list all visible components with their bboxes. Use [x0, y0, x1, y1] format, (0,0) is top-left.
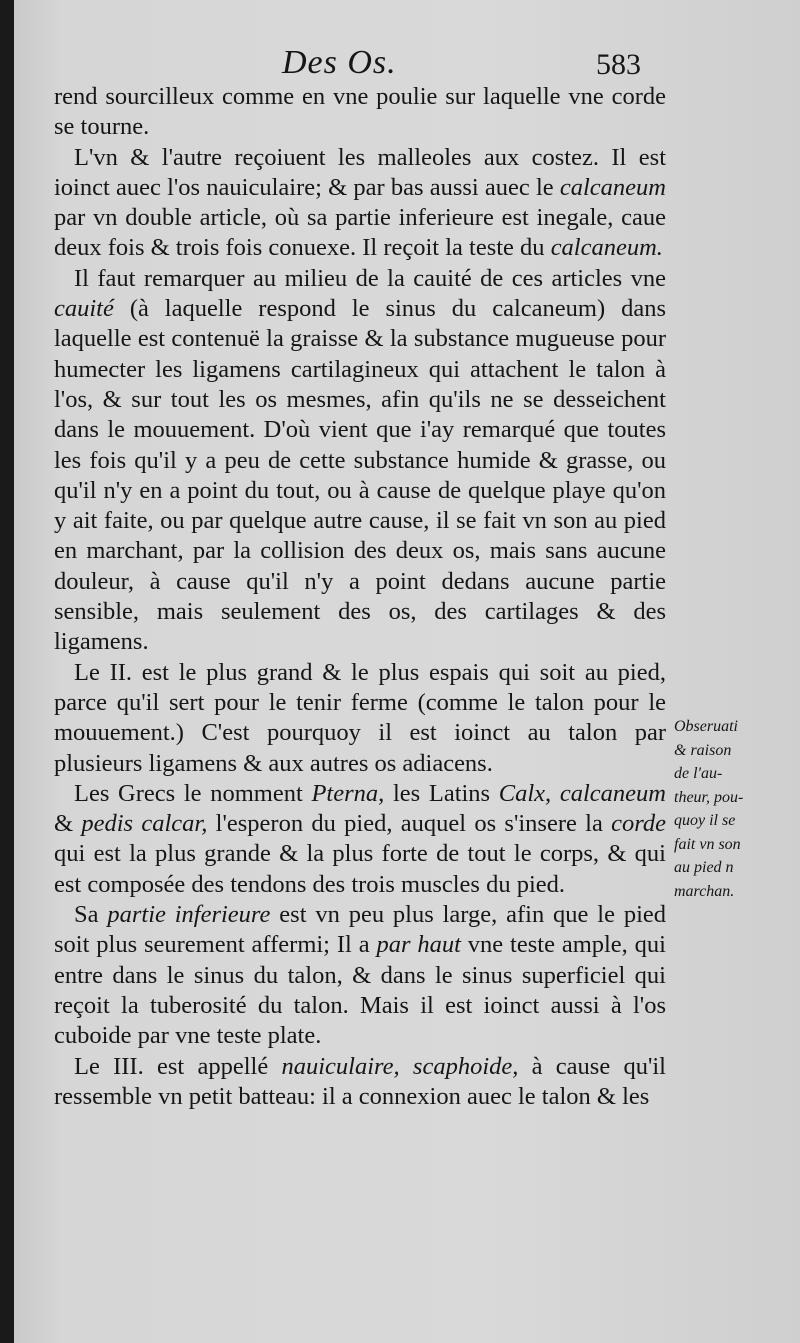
paragraph-cavity: Il faut remarquer au milieu de la cauité de ces articles vne cauité (à laquelle respond le sinus du calcaneum) dans laquelle est contenuë la graisse & la substance mugueuse pour humecter les ligamens cartilagineux qui attachent le talon à l'os, & sur tout les os mesmes, afin qu'ils ne se desseichent dans le mouuement. D'où vient que i'ay remarqué que toutes les fois qu'il y a peu de cette substance humide & grasse, ou qu'il n'y en a point du tout, ou à cause de quelque playe qu'on y ait faite, ou par quelque autre cause, il se fait vn son au pied en marchant, par la collision des deux os, mais sans aucune douleur, à cause qu'il n'y a point dedans aucune partie sensible, mais seulement des os, des cartilages & des ligamens.	[54, 264, 666, 656]
paragraph-malleoles: L'vn & l'autre reçoiuent les malleoles aux costez. Il est ioinct auec l'os nauiculaire; & par bas aussi auec le calcaneum par vn double article, où sa partie inferieure est inegale, caue deux fois & trois fois conuexe. Il reçoit la teste du calcaneum.	[54, 143, 666, 262]
running-title: Des Os.	[282, 44, 397, 81]
body-text	[54, 82, 666, 1112]
paragraph-continuation: rend sourcilleux comme en vne poulie sur laquelle vne corde se tourne.	[54, 83, 666, 141]
paragraph-third-bone: Le III. est appellé nauiculaire, scaphoide, à cause qu'il ressemble vn petit batteau: il a connexion auec le talon & les	[54, 1052, 666, 1110]
page-number: 583	[596, 48, 641, 81]
margin-note: Obseruati & raison de l'au- theur, pou- quoy il se fait vn son au pied n marchan.	[674, 718, 744, 900]
paragraph-names: Les Grecs le nomment Pterna, les Latins Calx, calcaneum & pedis calcar, l'esperon du pied, auquel os s'insere la corde qui est la plus grande & la plus forte de tout le corps, & qui est composée des tendons des trois muscles du pied.	[54, 779, 667, 898]
paragraph-lower-part: Sa partie inferieure est vn peu plus large, afin que le pied soit plus seurement affermi; Il a par haut vne teste ample, qui entre dans le sinus du talon, & dans le sinus superficiel qui reçoit la tuberosité du talon. Mais il est ioinct aussi à l'os cuboide par vne teste plate.	[54, 901, 666, 1050]
paragraph-second-bone: Le II. est le plus grand & le plus espais qui soit au pied, parce qu'il sert pour le tenir ferme (comme le talon pour le mouuement.) C'est pourquoy il est ioinct au talon par plusieurs ligamens & aux autres os adiacens.	[54, 658, 666, 777]
book-page	[14, 0, 800, 1343]
